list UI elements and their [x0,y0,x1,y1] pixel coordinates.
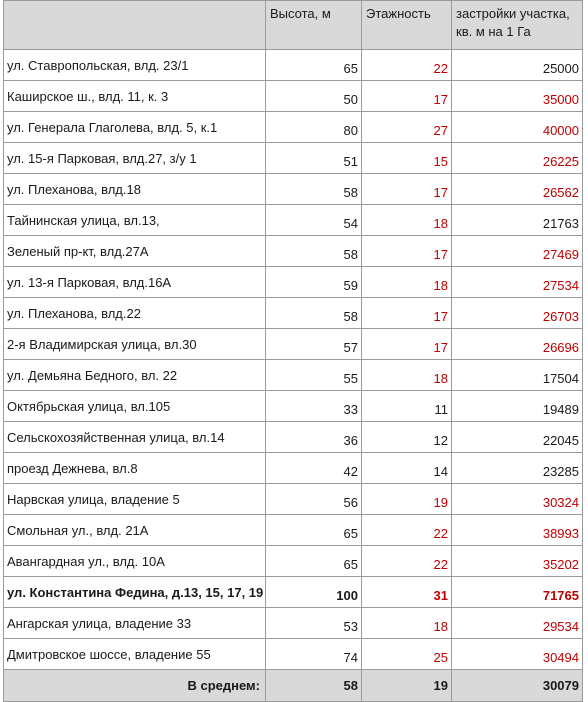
cell-height: 55 [266,360,362,391]
header-density-line1: застройки участка, [456,6,570,21]
cell-address: Нарвская улица, владение 5 [4,484,266,515]
table-row [4,267,583,298]
cell-height: 65 [266,546,362,577]
cell-address: Октябрьская улица, вл.105 [4,391,266,422]
cell-floors: 17 [362,329,452,360]
cell-floors: 18 [362,267,452,298]
cell-address: ул. Константина Федина, д.13, 15, 17, 19 [4,577,266,608]
cell-floors: 31 [362,577,452,608]
cell-floors: 22 [362,546,452,577]
cell-density: 17504 [452,360,583,391]
cell-height: 58 [266,298,362,329]
header-name [4,1,266,50]
table-row [4,81,583,112]
cell-floors: 14 [362,453,452,484]
average-label: В среднем: [4,670,266,702]
cell-density: 23285 [452,453,583,484]
table-row [4,484,583,515]
cell-height: 58 [266,236,362,267]
cell-height: 42 [266,453,362,484]
cell-density: 26703 [452,298,583,329]
cell-floors: 25 [362,639,452,670]
average-row [4,670,583,702]
cell-density: 27534 [452,267,583,298]
cell-floors: 22 [362,515,452,546]
cell-height: 80 [266,112,362,143]
cell-floors: 18 [362,360,452,391]
cell-address: ул. Ставропольская, влд. 23/1 [4,50,266,81]
cell-floors: 12 [362,422,452,453]
cell-height: 51 [266,143,362,174]
cell-density: 29534 [452,608,583,639]
cell-height: 74 [266,639,362,670]
header-floors: Этажность [362,1,452,50]
table-row [4,143,583,174]
cell-density: 71765 [452,577,583,608]
cell-address: ул. Генерала Глаголева, влд. 5, к.1 [4,112,266,143]
cell-floors: 19 [362,484,452,515]
cell-height: 58 [266,174,362,205]
table-row [4,112,583,143]
cell-height: 54 [266,205,362,236]
table-header [4,1,583,50]
cell-floors: 18 [362,205,452,236]
cell-density: 21763 [452,205,583,236]
table-row [4,360,583,391]
cell-floors: 22 [362,50,452,81]
cell-density: 38993 [452,515,583,546]
cell-density: 27469 [452,236,583,267]
cell-floors: 17 [362,236,452,267]
cell-address: ул. Демьяна Бедного, вл. 22 [4,360,266,391]
header-density-line2: кв. м на 1 Га [456,24,531,39]
cell-address: Тайнинская улица, вл.13, [4,205,266,236]
cell-floors: 27 [362,112,452,143]
average-floors: 19 [362,670,452,702]
cell-floors: 17 [362,81,452,112]
cell-height: 36 [266,422,362,453]
cell-height: 100 [266,577,362,608]
table-row [4,577,583,608]
header-row [4,1,583,50]
cell-height: 57 [266,329,362,360]
table-body [4,50,583,670]
cell-height: 53 [266,608,362,639]
cell-density: 26562 [452,174,583,205]
cell-density: 35000 [452,81,583,112]
cell-density: 22045 [452,422,583,453]
cell-address: ул. Плеханова, влд.22 [4,298,266,329]
cell-address: Смольная ул., влд. 21А [4,515,266,546]
cell-address: Дмитровское шоссе, владение 55 [4,639,266,670]
cell-height: 59 [266,267,362,298]
cell-density: 40000 [452,112,583,143]
table-row [4,639,583,670]
cell-address: ул. 15-я Парковая, влд.27, з/у 1 [4,143,266,174]
table-row [4,236,583,267]
cell-height: 56 [266,484,362,515]
average-density: 30079 [452,670,583,702]
table-footer [4,670,583,702]
header-height: Высота, м [266,1,362,50]
cell-height: 65 [266,50,362,81]
average-height: 58 [266,670,362,702]
cell-height: 50 [266,81,362,112]
table-row [4,453,583,484]
cell-height: 65 [266,515,362,546]
cell-density: 26225 [452,143,583,174]
table-row [4,205,583,236]
cell-floors: 15 [362,143,452,174]
table-row [4,515,583,546]
cell-density: 26696 [452,329,583,360]
table-row [4,391,583,422]
table-row [4,329,583,360]
cell-floors: 18 [362,608,452,639]
cell-density: 30494 [452,639,583,670]
table-row [4,50,583,81]
cell-address: Авангардная ул., влд. 10А [4,546,266,577]
cell-density: 30324 [452,484,583,515]
cell-density: 35202 [452,546,583,577]
table-row [4,422,583,453]
cell-address: 2-я Владимирская улица, вл.30 [4,329,266,360]
cell-floors: 17 [362,298,452,329]
cell-address: ул. Плеханова, влд.18 [4,174,266,205]
table-row [4,174,583,205]
buildings-table [3,0,583,702]
header-density [452,1,583,50]
cell-floors: 11 [362,391,452,422]
cell-address: Каширское ш., влд. 11, к. 3 [4,81,266,112]
cell-floors: 17 [362,174,452,205]
table-row [4,298,583,329]
table-row [4,608,583,639]
cell-height: 33 [266,391,362,422]
cell-address: проезд Дежнева, вл.8 [4,453,266,484]
table-row [4,546,583,577]
cell-address: ул. 13-я Парковая, влд.16А [4,267,266,298]
cell-address: Сельскохозяйственная улица, вл.14 [4,422,266,453]
cell-density: 25000 [452,50,583,81]
cell-density: 19489 [452,391,583,422]
cell-address: Зеленый пр-кт, влд.27А [4,236,266,267]
cell-address: Ангарская улица, владение 33 [4,608,266,639]
